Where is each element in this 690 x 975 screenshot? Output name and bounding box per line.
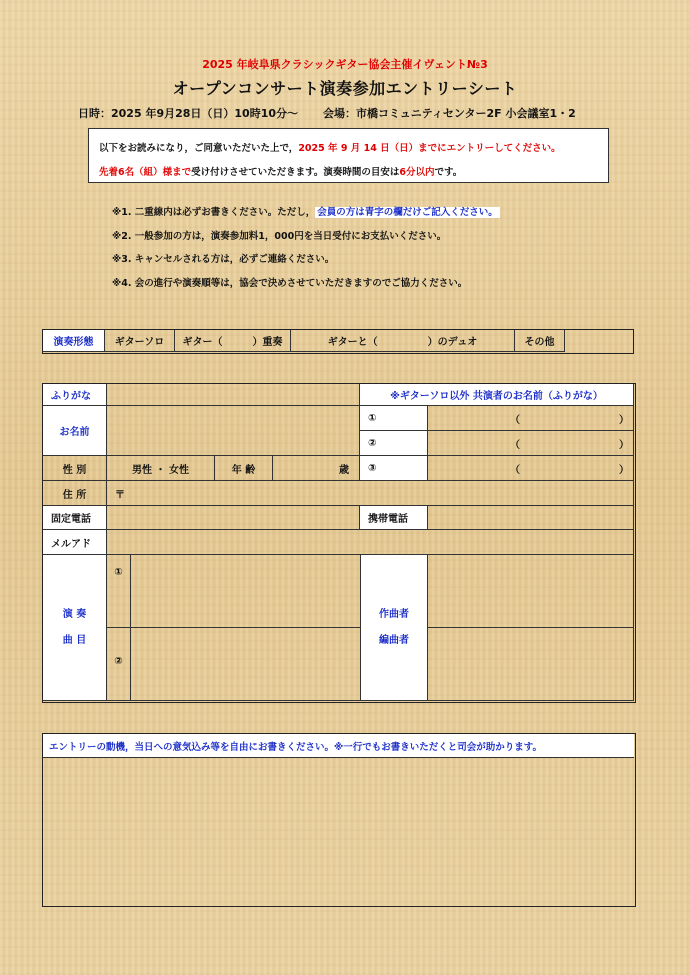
name-input[interactable] — [107, 406, 360, 456]
pieces-label-line-2: 曲 目 — [62, 634, 87, 646]
age-input[interactable] — [273, 456, 360, 481]
event-venue: 会場：市橋コミュニティセンター2F 小会議室1・2 — [323, 107, 576, 120]
paren-open: （ — [510, 414, 520, 426]
comment-box — [42, 733, 636, 907]
composer-arranger-label — [361, 555, 428, 701]
notice-line-1 — [99, 137, 608, 161]
coperformer-2-input[interactable] — [428, 431, 634, 456]
paren-close: ） — [619, 439, 629, 451]
performance-type-label: 演奏形態 — [43, 330, 105, 352]
entry-form — [42, 383, 636, 703]
comment-label: エントリーの動機，当日への意気込み等を自由にお書きください。※一行でもお書きいただくと司会が助かります。 — [43, 734, 634, 758]
sex-label: 性 別 — [43, 456, 107, 481]
note-4: ※4. 会の進行や演奏順等は，協会で決めさせていただきますのでご協力ください。 — [112, 278, 468, 289]
email-label: メルアド — [43, 530, 107, 555]
coperformer-3-number: ③ — [360, 456, 428, 481]
notice-text: 以下をお読みになり，ご同意いただいた上で， — [99, 143, 299, 154]
notice-line-2 — [99, 161, 608, 185]
postal-mark: 〒 — [115, 489, 125, 501]
composer-2-input[interactable] — [428, 628, 634, 701]
piece-2-number: ② — [107, 628, 131, 701]
piece-2-input[interactable] — [131, 628, 361, 701]
option-guitar-duo[interactable]: ギターと（ ）のデュオ — [291, 330, 515, 352]
age-label: 年 齢 — [215, 456, 273, 481]
paren-open: （ — [510, 439, 520, 451]
paren-close: ） — [619, 464, 629, 476]
paren-close: ） — [619, 414, 629, 426]
pieces-label-line-1: 演 奏 — [62, 608, 87, 620]
notice-text: です。 — [434, 167, 463, 178]
deadline-text: 2025 年 9 月 14 日（日）までにエントリーしてください。 — [298, 143, 561, 154]
event-title: 2025 年岐阜県クラシックギター協会主催イヴェント№3 — [202, 58, 488, 71]
option-other[interactable]: その他 — [515, 330, 565, 352]
email-input[interactable] — [107, 530, 634, 555]
composer-label: 作曲者 — [379, 608, 409, 620]
option-guitar-solo[interactable]: ギターソロ — [105, 330, 175, 352]
capacity-text: 先着6名（組）様まで — [99, 167, 192, 178]
coperformer-3-input[interactable] — [428, 456, 634, 481]
phone-input[interactable] — [107, 506, 360, 530]
paren-open: （ — [510, 464, 520, 476]
note-3: ※3. キャンセルされる方は，必ずご連絡ください。 — [112, 254, 335, 265]
phone-label: 固定電話 — [43, 506, 107, 530]
performance-type-table — [42, 329, 634, 354]
mobile-input[interactable] — [428, 506, 634, 530]
piece-1-number: ① — [107, 555, 131, 628]
pieces-label — [43, 555, 107, 701]
furigana-input[interactable] — [107, 384, 360, 406]
event-date: 日時：2025 年9月28日（日）10時10分～ — [78, 107, 299, 120]
age-unit: 歳 — [339, 464, 349, 476]
coperformer-header: ※ギターソロ以外 共演者のお名前（ふりがな） — [360, 384, 634, 406]
furigana-label: ふりがな — [43, 384, 107, 406]
coperformer-2-number: ② — [360, 431, 428, 456]
notice-text: 受け付けさせていただきます。演奏時間の目安は — [191, 167, 400, 178]
name-label: お名前 — [43, 406, 107, 456]
option-guitar-ensemble[interactable]: ギター（ ）重奏 — [175, 330, 291, 352]
piece-1-input[interactable] — [131, 555, 361, 628]
note-1 — [112, 204, 500, 218]
time-limit-text: 6分以内 — [399, 167, 435, 178]
comment-input[interactable] — [43, 758, 634, 905]
mobile-label: 携帯電話 — [360, 506, 428, 530]
address-input[interactable] — [107, 481, 634, 506]
note-text: ※1. 二重線内は必ずお書きください。ただし， — [112, 207, 316, 218]
notice-box — [88, 128, 609, 183]
coperformer-1-number: ① — [360, 406, 428, 431]
page-title: オープンコンサート演奏参加エントリーシート — [172, 79, 518, 98]
address-label: 住 所 — [43, 481, 107, 506]
coperformer-1-input[interactable] — [428, 406, 634, 431]
note-highlight: 会員の方は青字の欄だけご記入ください。 — [317, 207, 498, 218]
composer-1-input[interactable] — [428, 555, 634, 628]
sex-select[interactable]: 男性 ・ 女性 — [107, 456, 215, 481]
note-2: ※2. 一般参加の方は，演奏参加料1，000円を当日受付にお支払いください。 — [112, 231, 447, 242]
arranger-label: 編曲者 — [379, 634, 409, 646]
